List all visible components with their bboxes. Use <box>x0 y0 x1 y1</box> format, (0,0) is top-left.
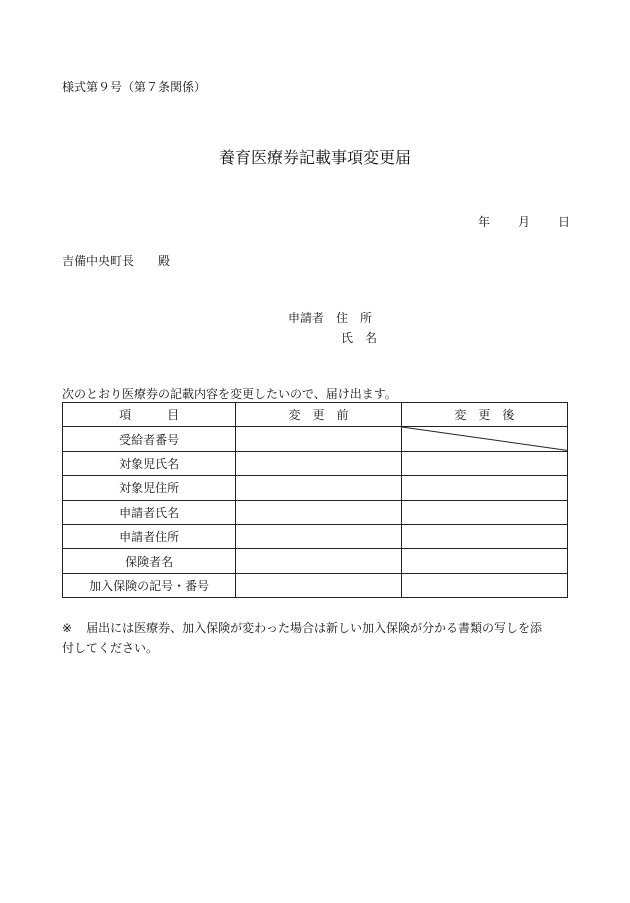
diagonal-strike-line <box>402 427 567 450</box>
date-year-label: 年 <box>478 215 491 229</box>
table-row <box>63 524 568 548</box>
table-row <box>63 427 568 451</box>
note-mark: ※ <box>62 621 73 635</box>
header-item: 項 目 <box>63 403 236 427</box>
addressee <box>62 254 170 268</box>
row-item-label: 申請者住所 <box>63 524 236 548</box>
applicant-address-label: 住 所 <box>336 311 373 325</box>
table-header-row <box>63 403 568 427</box>
date-month-label: 月 <box>518 215 531 229</box>
note-text-1: 届出には医療券、加入保険が変わった場合は新しい加入保険が分かる書類の写しを添 <box>86 621 542 635</box>
table-row <box>63 549 568 573</box>
table-row <box>63 500 568 524</box>
before-cell[interactable] <box>236 524 401 548</box>
after-cell[interactable] <box>401 451 567 475</box>
intro-text: 次のとおり医療券の記載内容を変更したいので、届け出ます。 <box>62 387 397 401</box>
after-cell[interactable] <box>401 573 567 597</box>
table-row <box>63 476 568 500</box>
row-item-label: 受給者番号 <box>63 427 236 451</box>
row-item-label: 対象児住所 <box>63 476 236 500</box>
form-number: 様式第９号（第７条関係） <box>62 80 207 94</box>
before-cell[interactable] <box>236 573 401 597</box>
after-cell[interactable] <box>401 549 567 573</box>
change-table <box>62 402 568 598</box>
after-cell[interactable] <box>401 476 567 500</box>
before-cell[interactable] <box>236 427 401 451</box>
before-cell[interactable] <box>236 451 401 475</box>
after-cell[interactable] <box>401 500 567 524</box>
date-line <box>478 215 570 229</box>
applicant-address-row <box>288 311 372 325</box>
row-item-label: 保険者名 <box>63 549 236 573</box>
row-item-label: 加入保険の記号・番号 <box>63 573 236 597</box>
row-item-label: 対象児氏名 <box>63 451 236 475</box>
table-row <box>63 451 568 475</box>
row-item-label: 申請者氏名 <box>63 500 236 524</box>
document-title: 養育医療券記載事項変更届 <box>218 148 411 167</box>
note-line-1 <box>62 621 542 635</box>
before-cell[interactable] <box>236 549 401 573</box>
applicant-name-label: 氏 名 <box>341 331 378 345</box>
applicant-name-row <box>341 331 377 345</box>
note-line-2: 付してください。 <box>62 641 159 655</box>
after-cell[interactable] <box>401 524 567 548</box>
table-row <box>63 573 568 597</box>
date-day-label: 日 <box>558 215 571 229</box>
before-cell[interactable] <box>236 500 401 524</box>
applicant-role-label: 申請者 <box>288 311 325 325</box>
header-before: 変 更 前 <box>236 403 401 427</box>
addressee-name: 吉備中央町長 <box>62 254 135 268</box>
before-cell[interactable] <box>236 476 401 500</box>
addressee-honorific: 殿 <box>158 254 171 268</box>
after-cell-struck <box>401 427 567 451</box>
header-after: 変 更 後 <box>401 403 567 427</box>
